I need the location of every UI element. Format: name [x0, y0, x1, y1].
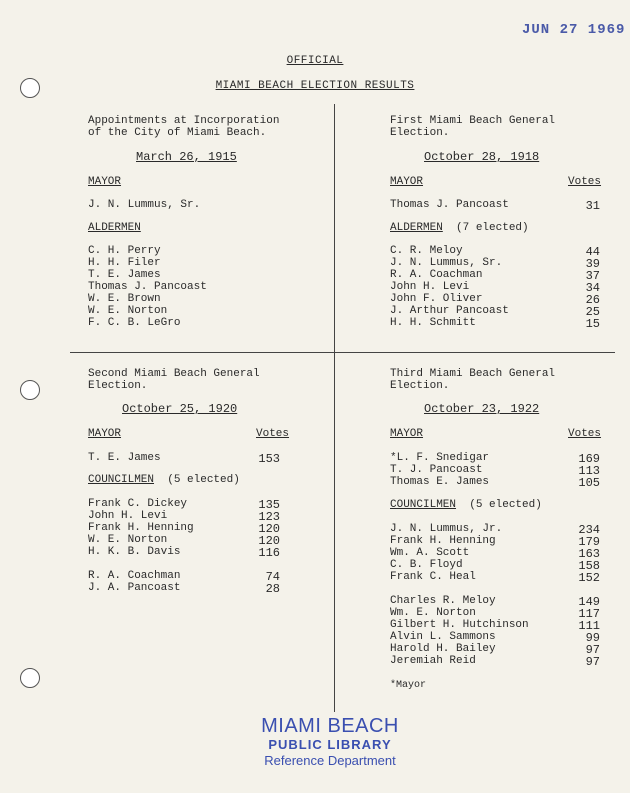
- q4-council-row: [390, 547, 600, 559]
- q4-council-label: COUNCILMEN: [390, 499, 457, 511]
- vote-count: 135: [258, 498, 280, 512]
- q1-heading-line-1: Appointments at Incorporation: [88, 115, 280, 127]
- q3-council-row: [88, 546, 280, 558]
- q4-footnote: *Mayor: [390, 680, 427, 691]
- q4-heading-line-2: Election.: [390, 380, 450, 392]
- vote-count: 179: [578, 535, 600, 549]
- candidate-name: Frank C. Heal: [390, 571, 476, 583]
- vote-count: 37: [585, 269, 600, 283]
- q2-alderman-row: [390, 305, 600, 317]
- candidate-name: Frank H. Henning: [390, 535, 496, 547]
- candidate-name: R. A. Coachman: [88, 570, 181, 582]
- q3-other-row: [88, 570, 280, 582]
- q4-other-row: [390, 619, 600, 631]
- vote-count: 120: [258, 534, 280, 548]
- vote-count: 152: [578, 571, 600, 585]
- vote-count: 99: [585, 631, 600, 645]
- vote-count: 117: [578, 607, 600, 621]
- vote-count: 120: [258, 522, 280, 536]
- vote-count: 15: [585, 317, 600, 331]
- vote-count: 158: [578, 559, 600, 573]
- q1-alderman: T. E. James: [88, 269, 161, 281]
- vote-count: 28: [265, 582, 280, 596]
- q3-mayor-label: MAYOR: [88, 428, 122, 440]
- document-subtitle: MIAMI BEACH ELECTION RESULTS: [215, 80, 415, 92]
- vote-count: 97: [585, 655, 600, 669]
- q2-aldermen-header: [390, 222, 529, 234]
- q1-alderman: F. C. B. LeGro: [88, 317, 181, 329]
- q4-council-row: [390, 559, 600, 571]
- q1-aldermen-label: ALDERMEN: [88, 222, 141, 234]
- q2-votes-label: Votes: [568, 176, 602, 188]
- q3-other-row: [88, 582, 280, 594]
- q4-mayor-row: [390, 452, 600, 464]
- q2-alderman-row: [390, 281, 600, 293]
- vote-count: 113: [578, 464, 600, 478]
- q1-alderman: W. E. Brown: [88, 293, 161, 305]
- q1-mayor-name: J. N. Lummus, Sr.: [88, 199, 201, 211]
- q3-heading-line-1: Second Miami Beach General: [88, 368, 260, 380]
- q2-aldermen-label: ALDERMEN: [390, 222, 443, 234]
- library-stamp-line-3: Reference Department: [264, 753, 396, 768]
- q3-council-row: [88, 534, 280, 546]
- q2-date: October 28, 1918: [424, 150, 540, 164]
- vote-count: 74: [265, 570, 280, 584]
- q4-council-header: [390, 499, 542, 511]
- vote-count: 44: [585, 245, 600, 259]
- vertical-divider: [334, 104, 335, 712]
- q2-heading-line-2: Election.: [390, 127, 450, 139]
- q2-alderman-row: [390, 257, 600, 269]
- vote-count: 31: [585, 199, 600, 213]
- q4-date: October 23, 1922: [424, 402, 540, 416]
- q4-mayor-row: [390, 464, 600, 476]
- candidate-name: J. Arthur Pancoast: [390, 305, 509, 317]
- candidate-name: J. N. Lummus, Sr.: [390, 257, 503, 269]
- q1-mayor-label: MAYOR: [88, 176, 122, 188]
- vote-count: 26: [585, 293, 600, 307]
- candidate-name: W. E. Norton: [88, 534, 168, 546]
- vote-count: 34: [585, 281, 600, 295]
- candidate-name: T. E. James: [88, 452, 161, 464]
- q2-alderman-row: [390, 293, 600, 305]
- q4-council-row: [390, 523, 600, 535]
- q3-council-note: (5 elected): [167, 474, 240, 486]
- q4-other-row: [390, 595, 600, 607]
- vote-count: 123: [258, 510, 280, 524]
- candidate-name: J. A. Pancoast: [88, 582, 181, 594]
- q1-alderman: Thomas J. Pancoast: [88, 281, 207, 293]
- candidate-name: Frank C. Dickey: [88, 498, 188, 510]
- q4-council-row: [390, 571, 600, 583]
- q1-alderman: W. E. Norton: [88, 305, 168, 317]
- vote-count: 39: [585, 257, 600, 271]
- vote-count: 169: [578, 452, 600, 466]
- q2-mayor-row: [390, 199, 600, 211]
- q2-heading-line-1: First Miami Beach General: [390, 115, 556, 127]
- q3-council-row: [88, 510, 280, 522]
- candidate-name: Wm. E. Norton: [390, 607, 476, 619]
- candidate-name: Harold H. Bailey: [390, 643, 496, 655]
- vote-count: 25: [585, 305, 600, 319]
- q4-other-row: [390, 607, 600, 619]
- candidate-name: Jeremiah Reid: [390, 655, 476, 667]
- vote-count: 97: [585, 643, 600, 657]
- vote-count: 234: [578, 523, 600, 537]
- q4-other-row: [390, 655, 600, 667]
- vote-count: 163: [578, 547, 600, 561]
- q4-votes-label: Votes: [568, 428, 602, 440]
- q3-heading-line-2: Election.: [88, 380, 148, 392]
- punch-hole: [20, 668, 40, 688]
- vote-count: 116: [258, 546, 280, 560]
- candidate-name: C. R. Meloy: [390, 245, 463, 257]
- candidate-name: Frank H. Henning: [88, 522, 194, 534]
- q4-council-row: [390, 535, 600, 547]
- candidate-name: Gilbert H. Hutchinson: [390, 619, 529, 631]
- candidate-name: J. N. Lummus, Jr.: [390, 523, 503, 535]
- candidate-name: H. K. B. Davis: [88, 546, 181, 558]
- punch-hole: [20, 380, 40, 400]
- vote-count: 111: [578, 619, 600, 633]
- q4-mayor-label: MAYOR: [390, 428, 424, 440]
- q4-other-row: [390, 631, 600, 643]
- q3-council-label: COUNCILMEN: [88, 474, 155, 486]
- q4-other-row: [390, 643, 600, 655]
- candidate-name: Thomas E. James: [390, 476, 490, 488]
- candidate-name: John H. Levi: [88, 510, 168, 522]
- candidate-name: Charles R. Meloy: [390, 595, 496, 607]
- library-stamp: [230, 715, 430, 769]
- q3-council-row: [88, 498, 280, 510]
- candidate-name: John F. Oliver: [390, 293, 483, 305]
- candidate-name: Thomas J. Pancoast: [390, 199, 509, 211]
- q1-heading-line-2: of the City of Miami Beach.: [88, 127, 267, 139]
- candidate-name: R. A. Coachman: [390, 269, 483, 281]
- q1-alderman: C. H. Perry: [88, 245, 161, 257]
- candidate-name: Wm. A. Scott: [390, 547, 470, 559]
- candidate-name: T. J. Pancoast: [390, 464, 483, 476]
- q3-votes-label: Votes: [256, 428, 290, 440]
- document-title: OFFICIAL: [286, 55, 344, 67]
- q3-council-row: [88, 522, 280, 534]
- q2-alderman-row: [390, 317, 600, 329]
- q3-date: October 25, 1920: [122, 402, 238, 416]
- q2-alderman-row: [390, 245, 600, 257]
- q2-aldermen-note: (7 elected): [456, 222, 529, 234]
- q1-date: March 26, 1915: [136, 150, 237, 164]
- received-date-stamp: JUN 27 1969: [522, 22, 626, 38]
- q1-alderman: H. H. Filer: [88, 257, 161, 269]
- library-stamp-line-1: MIAMI BEACH: [261, 715, 399, 737]
- candidate-name: John H. Levi: [390, 281, 470, 293]
- q2-mayor-label: MAYOR: [390, 176, 424, 188]
- library-stamp-line-2: PUBLIC LIBRARY: [268, 737, 392, 752]
- candidate-name: C. B. Floyd: [390, 559, 463, 571]
- q4-mayor-row: [390, 476, 600, 488]
- vote-count: 153: [258, 452, 280, 466]
- candidate-name: H. H. Schmitt: [390, 317, 476, 329]
- q4-heading-line-1: Third Miami Beach General: [390, 368, 556, 380]
- q2-alderman-row: [390, 269, 600, 281]
- q3-mayor-row: [88, 452, 280, 464]
- vote-count: 149: [578, 595, 600, 609]
- candidate-name: Alvin L. Sammons: [390, 631, 496, 643]
- vote-count: 105: [578, 476, 600, 490]
- q4-council-note: (5 elected): [469, 499, 542, 511]
- horizontal-divider: [70, 352, 615, 353]
- candidate-name: *L. F. Snedigar: [390, 452, 490, 464]
- q3-council-header: [88, 474, 240, 486]
